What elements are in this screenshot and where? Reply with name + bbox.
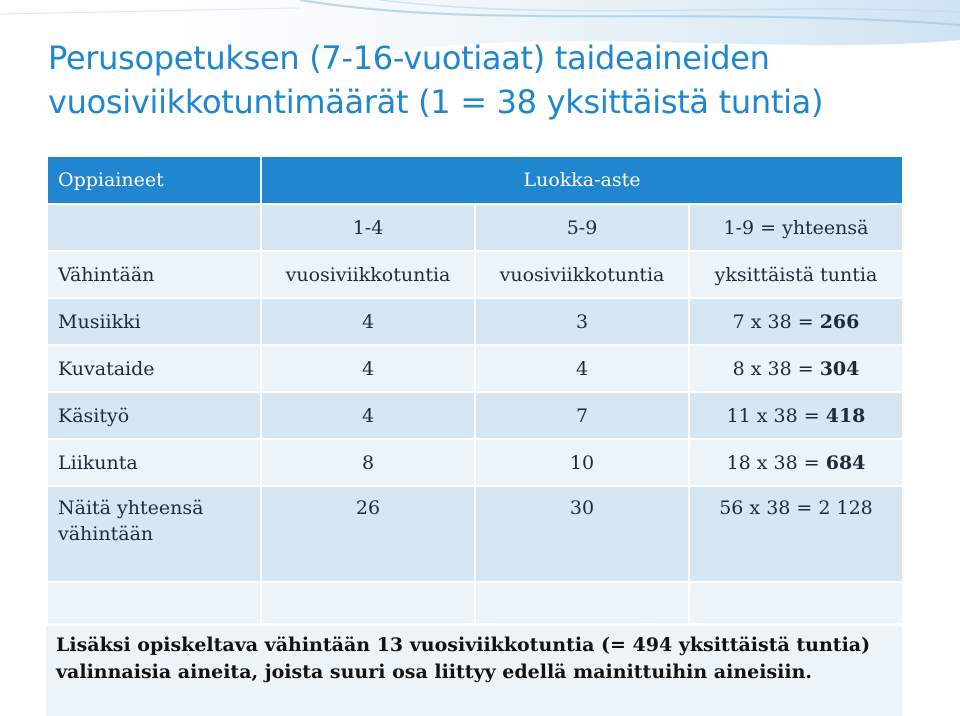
- elective-hours-note: Lisäksi opiskeltava vähintään 13 vuosiviikkotuntia (= 494 yksittäistä tuntia) valinnaisia aineita, joista suuri osa liittyy edellä mainittuihin aineisiin.: [46, 626, 902, 716]
- hours-grades-5-9: 3: [475, 298, 689, 345]
- hours-grades-5-9: 10: [475, 439, 689, 486]
- subject-name: Kuvataide: [47, 345, 261, 392]
- total-value: 266: [819, 310, 860, 333]
- total-hours: [689, 392, 903, 439]
- total-value: 304: [819, 357, 860, 380]
- summary-label: Näitä yhteensä vähintään: [47, 486, 261, 582]
- hours-grades-1-4: 4: [261, 345, 475, 392]
- empty-row: [47, 582, 903, 624]
- lesson-hours-table: [46, 155, 904, 625]
- total-value: 684: [825, 451, 866, 474]
- table-row: [47, 298, 903, 345]
- empty-cell: [47, 204, 261, 251]
- summary-total: 56 x 38 = 2 128: [689, 486, 903, 582]
- page-title: [48, 36, 928, 124]
- grade-level-header: Luokka-aste: [261, 156, 903, 204]
- table-row: [47, 439, 903, 486]
- summary-grades-1-4: 26: [261, 486, 475, 582]
- column-grades-5-9: 5-9: [475, 204, 689, 251]
- table-header-row: [47, 156, 903, 204]
- hours-grades-1-4: 4: [261, 392, 475, 439]
- total-hours: [689, 298, 903, 345]
- total-value: 418: [825, 404, 866, 427]
- page-title-line-1: Perusopetuksen (7-16-vuotiaat) taideaineiden: [48, 39, 770, 77]
- page-title-line-2: vuosiviikkotuntimäärät (1 = 38 yksittäistä tuntia): [48, 83, 824, 121]
- total-expression: 7 x 38 =: [732, 310, 820, 333]
- total-expression: 11 x 38 =: [726, 404, 826, 427]
- units-cell: vuosiviikkotuntia: [261, 251, 475, 298]
- column-total: 1-9 = yhteensä: [689, 204, 903, 251]
- total-hours: [689, 439, 903, 486]
- units-cell: yksittäistä tuntia: [689, 251, 903, 298]
- total-expression: 8 x 38 =: [732, 357, 820, 380]
- units-cell: vuosiviikkotuntia: [475, 251, 689, 298]
- hours-grades-5-9: 7: [475, 392, 689, 439]
- summary-row: [47, 486, 903, 582]
- units-row-label: Vähintään: [47, 251, 261, 298]
- summary-grades-5-9: 30: [475, 486, 689, 582]
- hours-grades-1-4: 8: [261, 439, 475, 486]
- hours-grades-5-9: 4: [475, 345, 689, 392]
- table-row: [47, 392, 903, 439]
- units-row: [47, 251, 903, 298]
- total-hours: [689, 345, 903, 392]
- empty-cell: [689, 582, 903, 624]
- total-expression: 18 x 38 =: [726, 451, 826, 474]
- empty-cell: [475, 582, 689, 624]
- empty-cell: [261, 582, 475, 624]
- column-grades-1-4: 1-4: [261, 204, 475, 251]
- subject-name: Musiikki: [47, 298, 261, 345]
- subjects-header: Oppiaineet: [47, 156, 261, 204]
- hours-grades-1-4: 4: [261, 298, 475, 345]
- subject-name: Liikunta: [47, 439, 261, 486]
- subject-name: Käsityö: [47, 392, 261, 439]
- table-row: [47, 345, 903, 392]
- empty-cell: [47, 582, 261, 624]
- grade-columns-row: [47, 204, 903, 251]
